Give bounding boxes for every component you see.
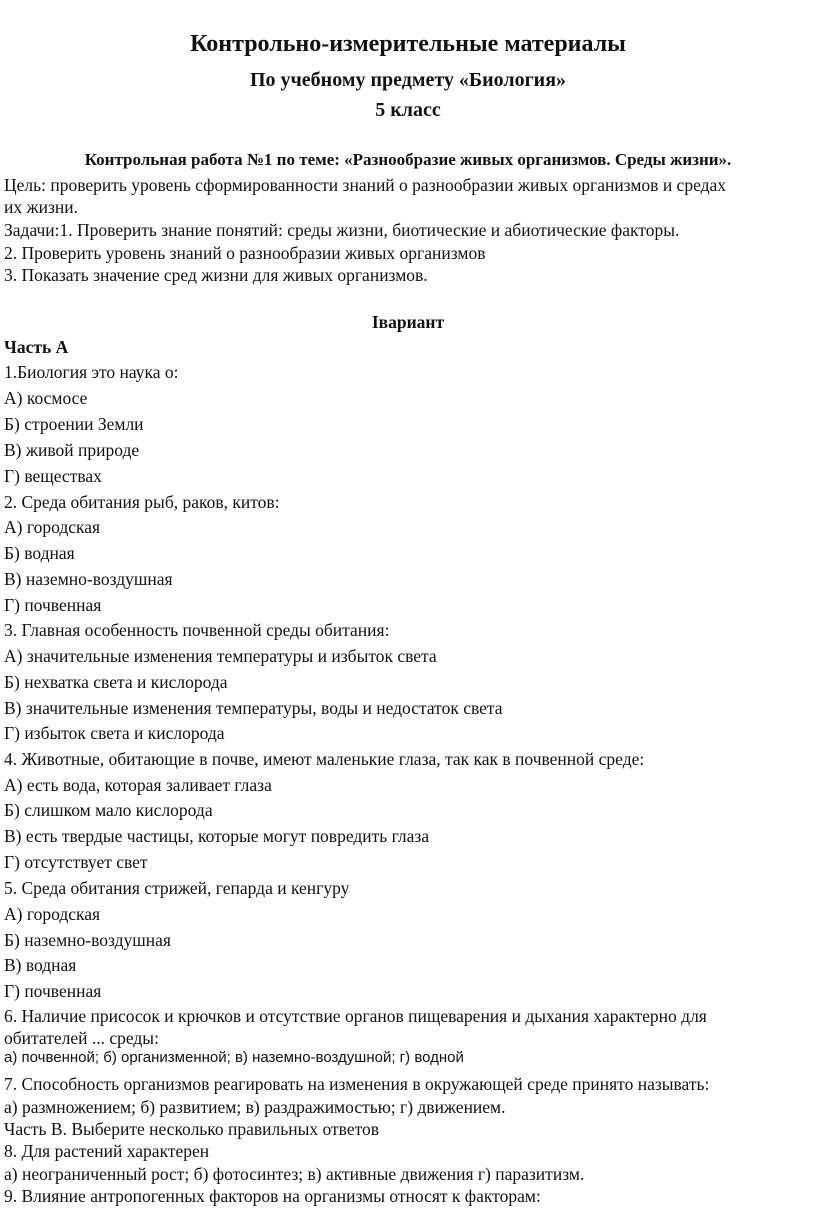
answer-options-line: а) почвенной; б) организменной; в) наземно-воздушной; г) водной [4,1049,464,1066]
answer-option: Б) водная [4,543,75,563]
question-text: обитателей ... среды: [4,1028,159,1048]
grade-title: 5 класс [375,99,441,121]
question-text: 6. Наличие присосок и крючков и отсутствие органов пищеварения и дыхания характерно для [4,1006,707,1026]
question-text: 5. Среда обитания стрижей, гепарда и кенгуру [4,878,350,898]
answer-option: А) значительные изменения температуры и избыток света [4,646,437,666]
document-title: Контрольно-измерительные материалы [190,31,626,57]
answer-option: Б) нехватка света и кислорода [4,672,228,692]
answer-option: Б) наземно-воздушная [4,930,171,950]
answer-option: В) живой природе [4,440,140,460]
task-line: 3. Показать значение сред жизни для живых организмов. [4,265,428,285]
answer-option: Г) почвенная [4,981,102,1001]
answer-option: Г) почвенная [4,595,102,615]
question-text: 4. Животные, обитающие в почве, имеют маленькие глаза, так как в почвенной среде: [4,749,645,769]
question-text: 7. Способность организмов реагировать на изменения в окружающей среде принято называть: [4,1074,710,1094]
answer-option: Г) веществах [4,466,102,486]
answer-options-line: а) размножением; б) развитием; в) раздражимостью; г) движением. [4,1097,506,1117]
answer-option: В) водная [4,955,77,975]
question-text: 2. Среда обитания рыб, раков, китов: [4,492,280,512]
task-line: Задачи:1. Проверить знание понятий: среды жизни, биотические и абиотические факторы. [4,220,680,240]
answer-option: В) значительные изменения температуры, воды и недостаток света [4,698,503,718]
answer-option: Г) отсутствует свет [4,852,148,872]
subject-title: По учебному предмету «Биология» [249,69,567,91]
question-text: 1.Биология это наука о: [4,362,179,382]
part-b-heading: Часть В. Выберите несколько правильных ответов [4,1119,380,1139]
variant-heading: Iвариант [371,312,445,332]
answer-option: А) городская [4,517,101,537]
answer-option: А) есть вода, которая заливает глаза [4,775,272,795]
goal-line: Цель: проверить уровень сформированности знаний о разнообразии живых организмов и средах [4,175,727,195]
answer-option: Г) избыток света и кислорода [4,723,225,743]
answer-option: В) есть твердые частицы, которые могут повредить глаза [4,826,430,846]
answer-option: Б) слишком мало кислорода [4,800,213,820]
question-text: 9. Влияние антропогенных факторов на организмы относят к факторам: [4,1186,541,1206]
answer-option: В) наземно-воздушная [4,569,173,589]
work-title: Контрольная работа №1 по теме: «Разнообразие живых организмов. Среды жизни». [84,150,732,169]
answer-option: Б) строении Земли [4,414,144,434]
question-text: 3. Главная особенность почвенной среды обитания: [4,620,390,640]
question-text: 8. Для растений характерен [4,1141,210,1161]
answer-option: А) городская [4,904,101,924]
answer-options-line: а) неограниченный рост; б) фотосинтез; в) активные движения г) паразитизм. [4,1164,585,1184]
part-a-heading: Часть А [4,337,69,357]
answer-option: А) космосе [4,388,88,408]
goal-line: их жизни. [4,197,78,217]
task-line: 2. Проверить уровень знаний о разнообразии живых организмов [4,243,486,263]
